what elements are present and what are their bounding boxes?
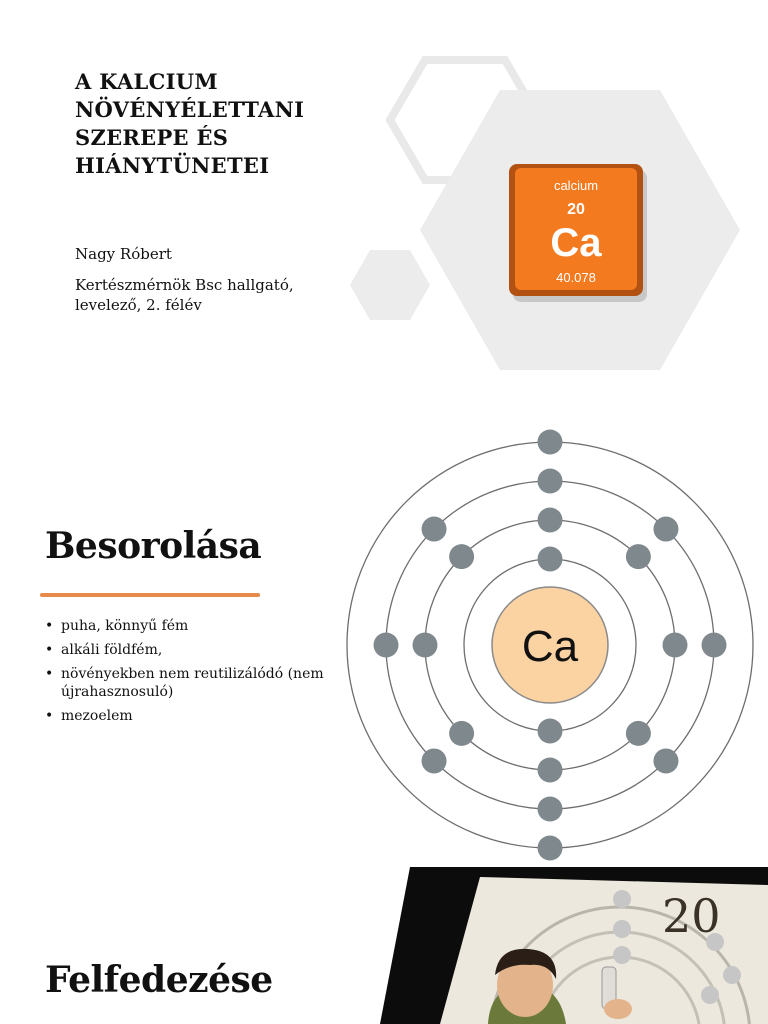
electron <box>538 469 563 494</box>
electron <box>663 633 688 658</box>
bullet-item: • mezoelem <box>45 707 325 725</box>
title-line: SZEREPE ÉS <box>75 125 229 150</box>
element-symbol: Ca <box>550 221 602 265</box>
slide-title: Besorolása <box>45 525 262 567</box>
title-underline <box>40 593 260 597</box>
calcium-element-card <box>505 160 655 310</box>
presentation-title <box>75 68 375 180</box>
bullet-item: • növényekben nem reutilizálódó (nem újrahasznosuló) <box>45 665 325 701</box>
electron <box>538 758 563 783</box>
slide-title: Felfedezése <box>45 959 273 1001</box>
element-name: calcium <box>553 178 599 193</box>
electron <box>449 544 474 569</box>
title-line: NÖVÉNYÉLETTANI <box>75 97 305 122</box>
element-mass: 40.078 <box>556 270 596 285</box>
author-name: Nagy Róbert <box>75 245 172 263</box>
title-line: A KALCIUM <box>75 69 218 94</box>
electron <box>413 633 438 658</box>
atomic-number: 20 <box>662 889 721 943</box>
electron <box>449 721 474 746</box>
electron <box>626 721 651 746</box>
electron <box>653 748 678 773</box>
title-slide <box>0 0 768 395</box>
affiliation-line: levelező, 2. félév <box>75 296 202 314</box>
electron <box>538 719 563 744</box>
electron <box>538 797 563 822</box>
title-line: HIÁNYTÜNETEI <box>75 153 270 178</box>
electron <box>422 748 447 773</box>
electron <box>702 633 727 658</box>
electron <box>422 517 447 542</box>
electron <box>653 517 678 542</box>
calcium-atom-diagram <box>340 425 760 865</box>
nucleus-symbol: Ca <box>521 622 579 671</box>
electron <box>538 836 563 861</box>
electron <box>538 547 563 572</box>
electron <box>538 508 563 533</box>
electron <box>626 544 651 569</box>
bullet-item: • alkáli földfém, <box>45 641 325 659</box>
author-affiliation <box>75 275 355 315</box>
affiliation-line: Kertészmérnök Bsc hallgató, <box>75 276 294 294</box>
classification-slide <box>0 395 768 867</box>
discovery-slide <box>0 867 768 1024</box>
bullet-item: • puha, könnyű fém <box>45 617 325 635</box>
electron <box>374 633 399 658</box>
element-number: 20 <box>567 201 585 218</box>
bullet-list <box>45 617 325 731</box>
electron <box>538 430 563 455</box>
